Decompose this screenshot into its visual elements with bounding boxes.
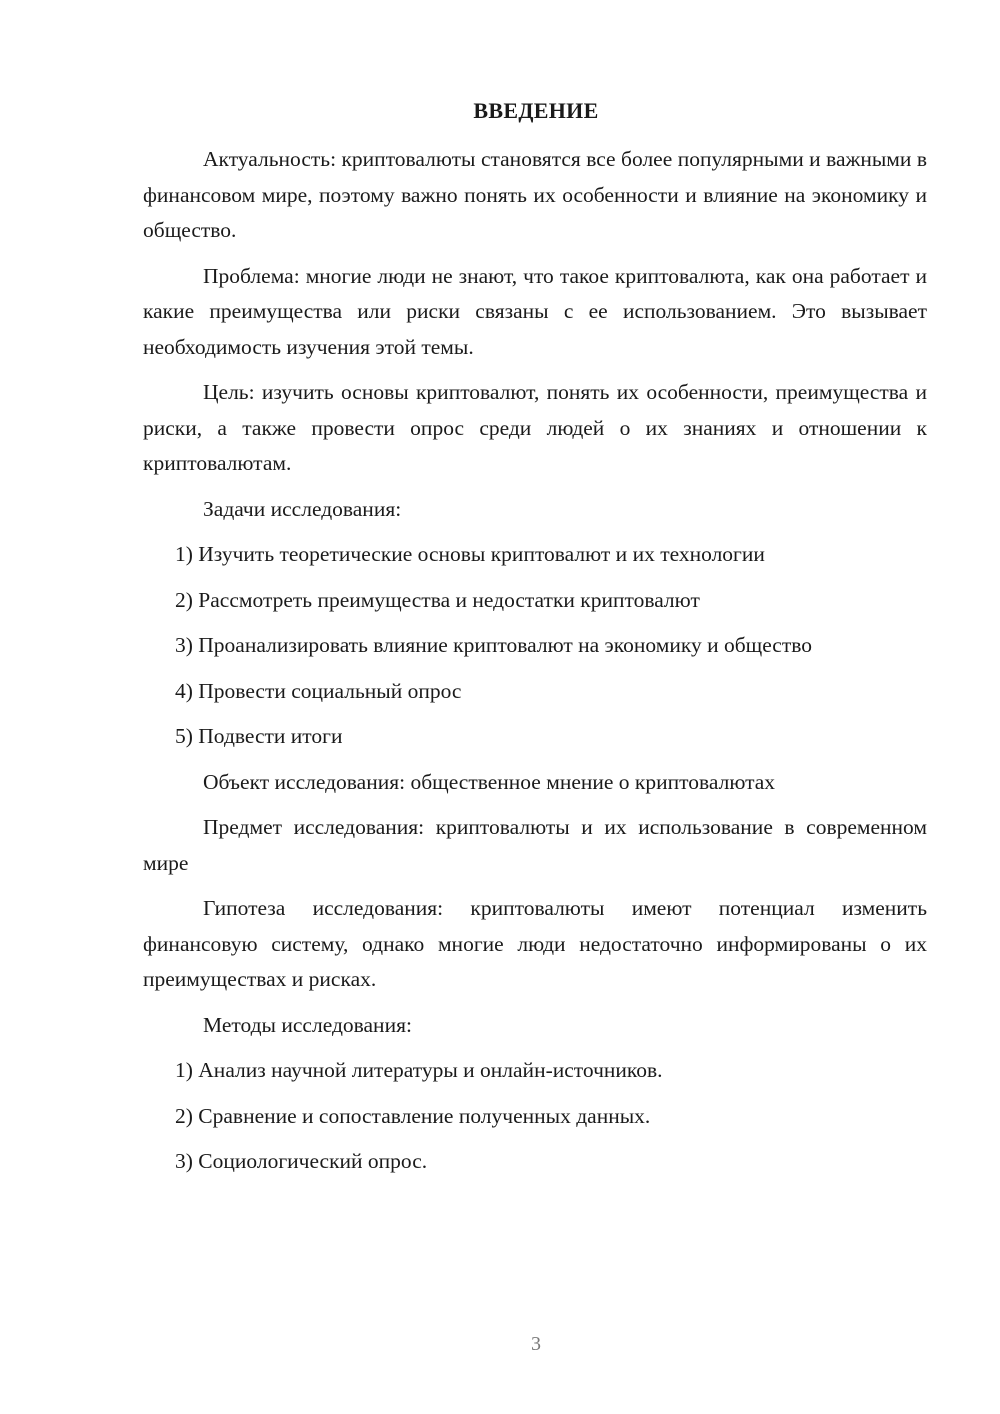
goal-paragraph: Цель: изучить основы криптовалют, понять их особенности, преимущества и риски, а также провести опрос среди людей о их знаниях и отношении к криптовалютам. bbox=[143, 380, 927, 475]
method-item: 1) Анализ научной литературы и онлайн-источников. bbox=[175, 1058, 663, 1082]
tasks-list bbox=[143, 537, 927, 755]
object-paragraph: Объект исследования: общественное мнение о криптовалютах bbox=[203, 769, 776, 794]
method-item: 2) Сравнение и сопоставление полученных данных. bbox=[175, 1103, 651, 1128]
task-item: 5) Подвести итоги bbox=[175, 724, 343, 748]
page-number: 3 bbox=[531, 1333, 541, 1355]
page-content bbox=[143, 142, 927, 1190]
problem-paragraph: Проблема: многие люди не знают, что такое криптовалюта, как она работает и какие преимущества или риски связаны с ее использованием. Это вызывает необходимость изучения этой темы. bbox=[143, 263, 927, 359]
task-item: 3) Проанализировать влияние криптовалют на экономику и общество bbox=[175, 633, 813, 657]
subject-paragraph: Предмет исследования: криптовалюты и их использование в современном мире bbox=[143, 815, 927, 875]
hypothesis-paragraph: Гипотеза исследования: криптовалюты имеют потенциал изменить финансовую систему, однако многие люди недостаточно информированы о их преимуществах и рисках. bbox=[143, 896, 927, 991]
task-item: 4) Провести социальный опрос bbox=[175, 678, 462, 703]
method-item: 3) Социологический опрос. bbox=[175, 1149, 428, 1173]
task-item: 2) Рассмотреть преимущества и недостатки криптовалют bbox=[175, 587, 700, 612]
section-title: ВВЕДЕНИЕ bbox=[473, 98, 599, 123]
methods-list bbox=[143, 1053, 927, 1180]
relevance-paragraph: Актуальность: криптовалюты становятся все более популярными и важными в финансовом мире, поэтому важно понять их особенности и влияние на экономику и общество. bbox=[143, 147, 927, 242]
tasks-heading: Задачи исследования: bbox=[203, 496, 402, 521]
methods-heading: Методы исследования: bbox=[203, 1012, 412, 1037]
task-item: 1) Изучить теоретические основы криптовалют и их технологии bbox=[175, 542, 765, 566]
